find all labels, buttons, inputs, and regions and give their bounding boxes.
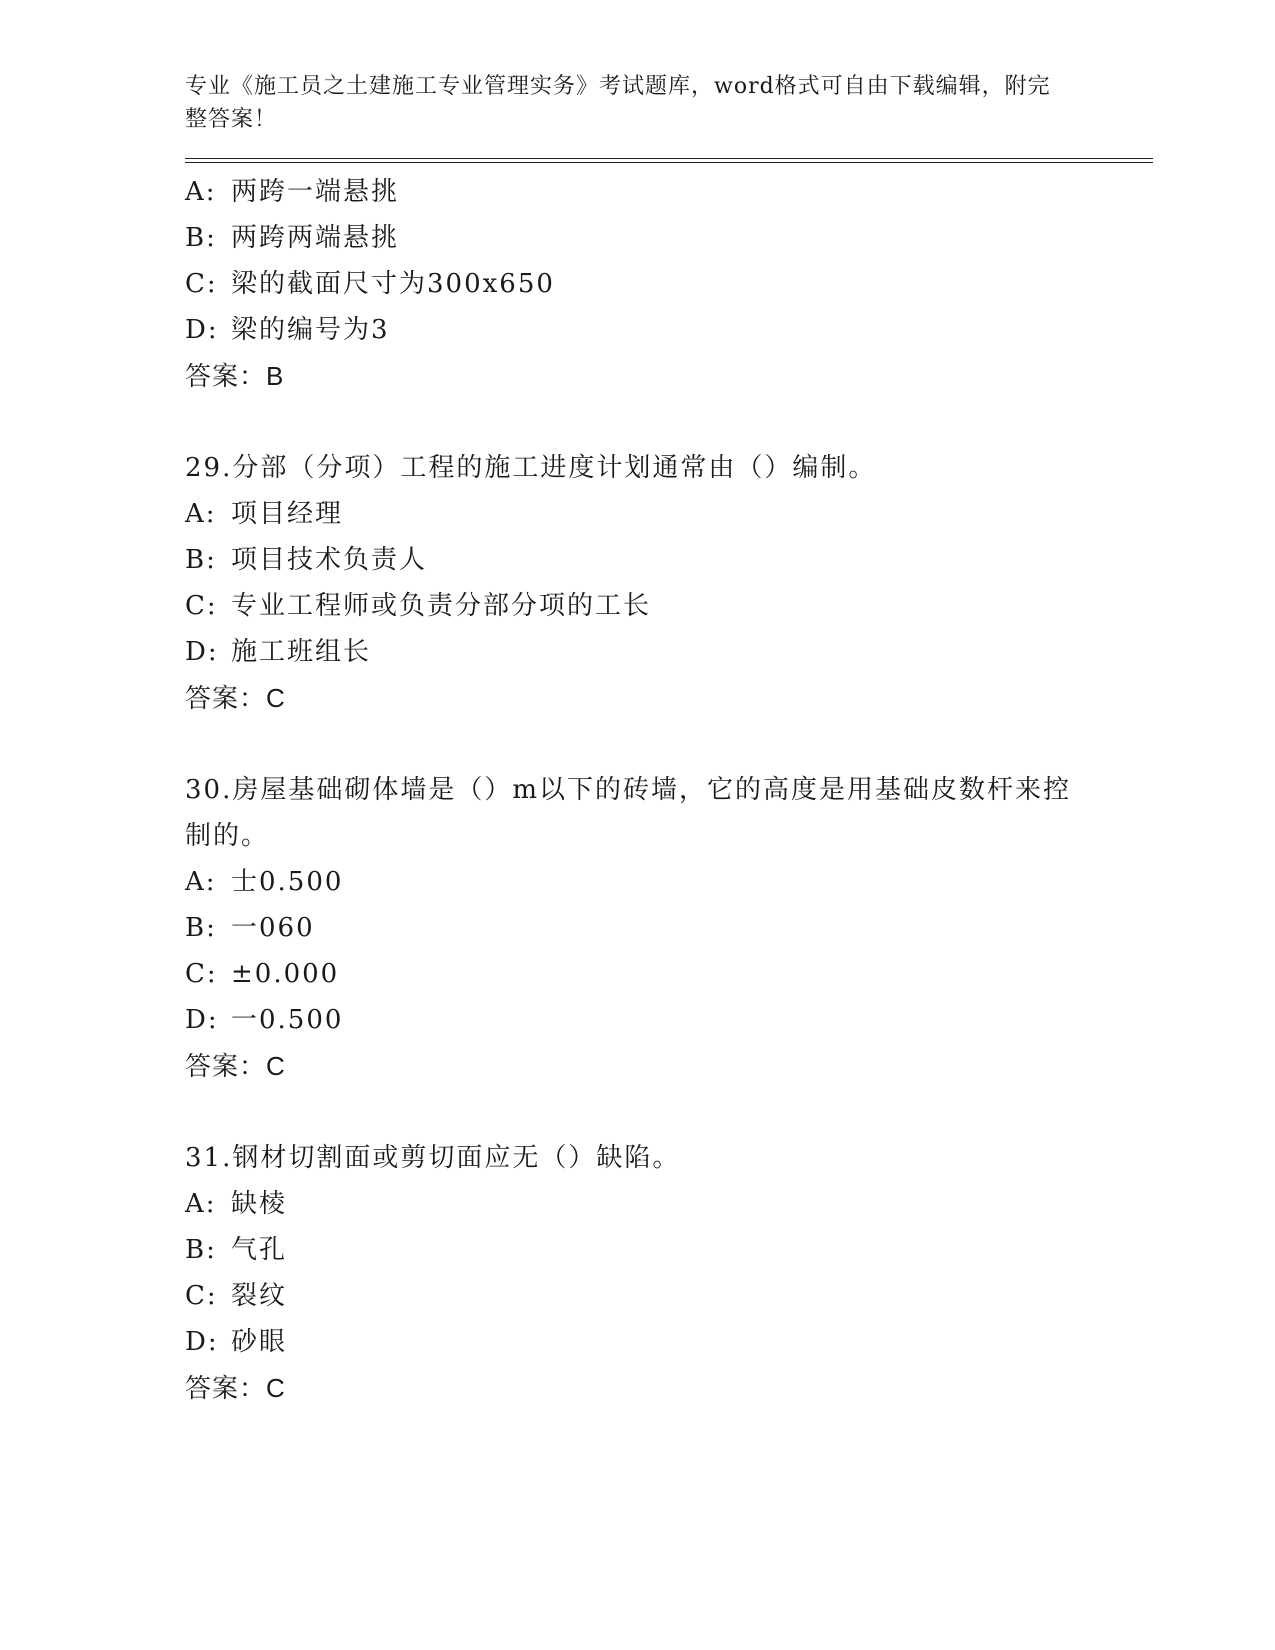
option-text: 两跨一端悬挑	[231, 177, 400, 207]
option-text: ±0.000	[231, 959, 340, 989]
option-label: A:	[185, 499, 217, 529]
option-label: C:	[185, 1281, 218, 1311]
option-label: B:	[185, 223, 217, 253]
option-label: A:	[185, 867, 217, 897]
option-d	[185, 997, 1155, 1043]
option-d	[185, 1319, 1155, 1365]
option-label: D:	[185, 1327, 219, 1357]
answer-line: 答案：B	[185, 361, 285, 391]
option-text: 施工班组长	[231, 637, 372, 667]
answer-line: 答案：C	[185, 1051, 286, 1081]
option-b	[185, 537, 1155, 583]
option-text: 气孔	[231, 1235, 288, 1265]
option-label: D:	[185, 637, 219, 667]
header-divider-bottom	[185, 162, 1153, 163]
option-b	[185, 1227, 1155, 1273]
option-label: D:	[185, 1005, 219, 1035]
option-text: 士0.500	[231, 867, 344, 897]
option-c	[185, 1273, 1155, 1319]
option-c	[185, 261, 1155, 307]
option-text: 专业工程师或负责分部分项的工长	[231, 591, 652, 621]
question-text: 30.房屋基础砌体墙是（）m以下的砖墙，它的高度是用基础皮数杆来控制的。	[185, 775, 1072, 851]
option-a	[185, 1181, 1155, 1227]
option-text: 一060	[231, 913, 315, 943]
option-c	[185, 583, 1155, 629]
option-text: 缺棱	[231, 1189, 288, 1219]
option-label: B:	[185, 1235, 217, 1265]
option-label: B:	[185, 913, 217, 943]
document-header: 专业《施工员之土建施工专业管理实务》考试题库，word格式可自由下载编辑，附完整答案！	[185, 74, 1051, 132]
option-label: D:	[185, 315, 219, 345]
option-label: B:	[185, 545, 217, 575]
question-block-28	[185, 169, 1155, 399]
option-text: 砂眼	[231, 1327, 288, 1357]
option-a	[185, 169, 1155, 215]
option-label: C:	[185, 591, 218, 621]
option-text: 一0.500	[231, 1005, 344, 1035]
option-text: 梁的编号为3	[231, 315, 390, 345]
option-label: A:	[185, 177, 217, 207]
document-page	[185, 70, 1155, 1411]
question-text: 29.分部（分项）工程的施工进度计划通常由（）编制。	[185, 453, 877, 483]
option-a	[185, 859, 1155, 905]
option-text: 项目技术负责人	[231, 545, 428, 575]
answer-line: 答案：C	[185, 1373, 286, 1403]
option-b	[185, 215, 1155, 261]
option-text: 裂纹	[231, 1281, 288, 1311]
option-label: C:	[185, 269, 218, 299]
option-d	[185, 629, 1155, 675]
option-b	[185, 905, 1155, 951]
option-label: C:	[185, 959, 218, 989]
header-divider-top	[185, 158, 1153, 159]
question-block-30	[185, 767, 1155, 1089]
option-text: 项目经理	[231, 499, 344, 529]
option-label: A:	[185, 1189, 217, 1219]
option-text: 梁的截面尺寸为300x650	[231, 269, 555, 299]
option-a	[185, 491, 1155, 537]
option-text: 两跨两端悬挑	[231, 223, 400, 253]
question-block-29	[185, 445, 1155, 721]
answer-line: 答案：C	[185, 683, 286, 713]
option-d	[185, 307, 1155, 353]
option-c	[185, 951, 1155, 997]
question-text: 31.钢材切割面或剪切面应无（）缺陷。	[185, 1143, 681, 1173]
question-block-31	[185, 1135, 1155, 1411]
